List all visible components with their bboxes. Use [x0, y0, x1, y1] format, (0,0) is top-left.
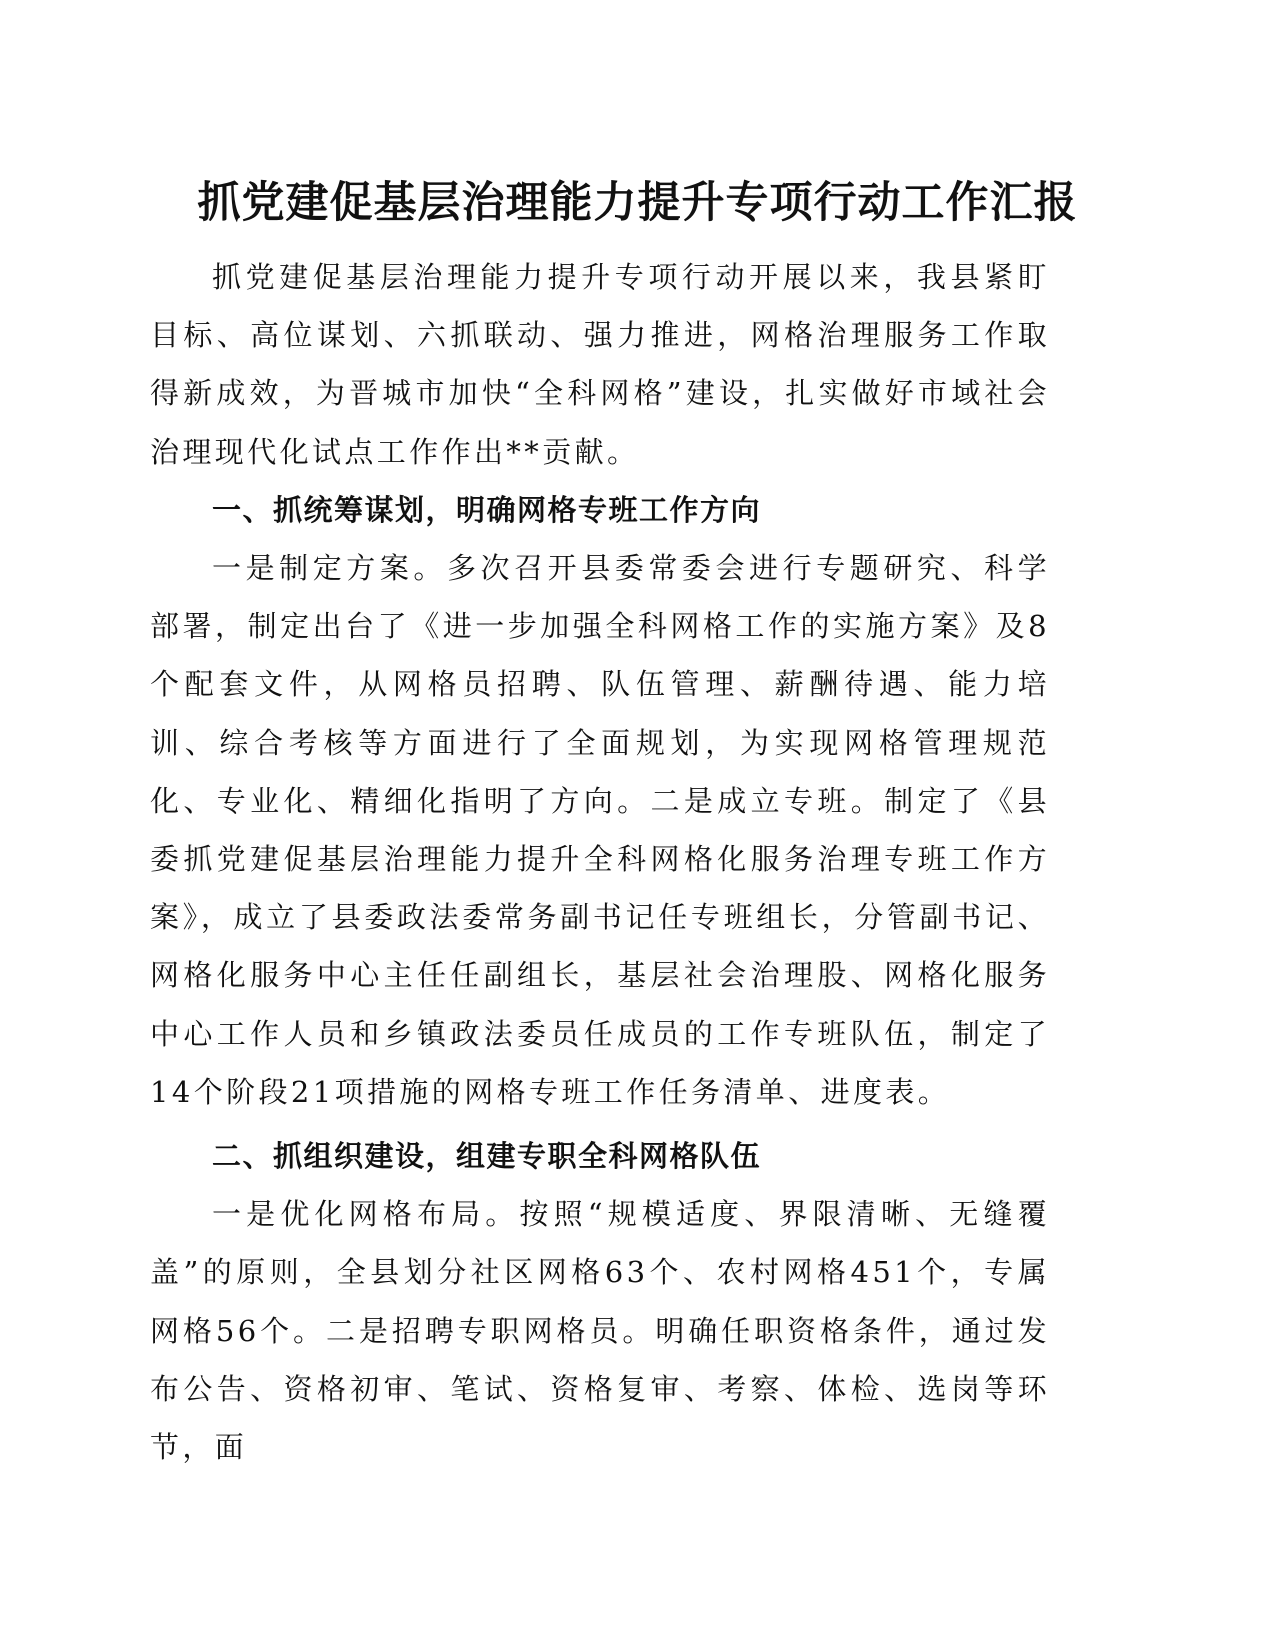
document-title: 抓党建促基层治理能力提升专项行动工作汇报 [197, 178, 1078, 228]
section-2-paragraph: 一是优化网格布局。按照“规模适度、界限清晰、无缝覆盖”的原则，全县划分社区网格63个、农村网格451个，专属网格56个。二是招聘专职网格员。明确任职资格条件，通过发布公告、资格初审、笔试、资格复审、考察、体检、选岗等环节，面 [150, 1197, 1050, 1465]
document-body [150, 248, 1050, 1476]
intro-paragraph: 抓党建促基层治理能力提升专项行动开展以来，我县紧盯目标、高位谋划、六抓联动、强力推进，网格治理服务工作取得新成效，为晋城市加快“全科网格”建设，扎实做好市域社会治理现代化试点工作作出**贡献。 [150, 260, 1050, 469]
section-1-paragraph: 一是制定方案。多次召开县委常委会进行专题研究、科学部署，制定出台了《进一步加强全科网格工作的实施方案》及8个配套文件，从网格员招聘、队伍管理、薪酬待遇、能力培训、综合考核等方面进行了全面规划，为实现网格管理规范化、专业化、精细化指明了方向。二是成立专班。制定了《县委抓党建促基层治理能力提升全科网格化服务治理专班工作方案》，成立了县委政法委常务副书记任专班组长，分管副书记、网格化服务中心主任任副组长，基层社会治理股、网格化服务中心工作人员和乡镇政法委员任成员的工作专班队伍，制定了14个阶段21项措施的网格专班工作任务清单、进度表。 [150, 551, 1050, 1109]
section-heading-2: 二、抓组织建设，组建专职全科网格队伍 [212, 1139, 762, 1174]
section-heading-1: 一、抓统筹谋划，明确网格专班工作方向 [212, 492, 762, 527]
